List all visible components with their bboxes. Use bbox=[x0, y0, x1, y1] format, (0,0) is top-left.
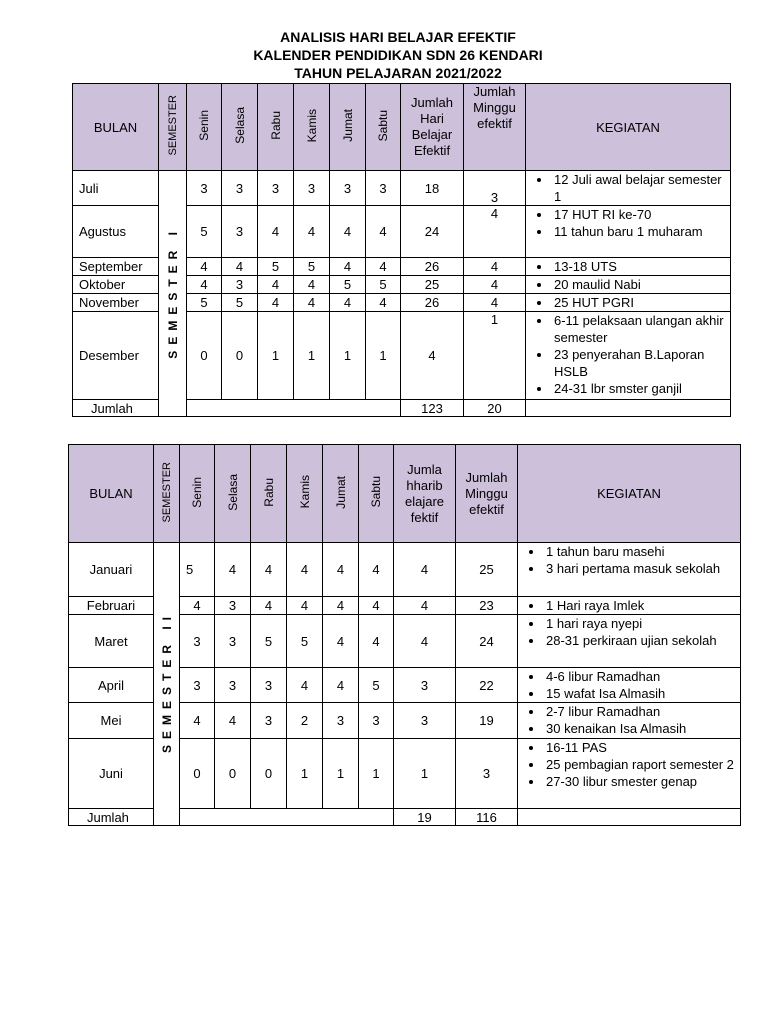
cell-day: 4 bbox=[330, 294, 366, 312]
total-jumlah-minggu: 20 bbox=[464, 400, 526, 417]
list-item: • 4-6 libur Ramadhan bbox=[544, 668, 740, 685]
list-item: • 30 kenaikan Isa Almasih bbox=[544, 720, 740, 737]
cell-kegiatan bbox=[518, 703, 741, 739]
cell-day: 4 bbox=[215, 543, 251, 597]
cell-day: 4 bbox=[359, 597, 394, 615]
header-rabu: Rabu bbox=[258, 84, 294, 171]
cell-bulan: September bbox=[73, 258, 159, 276]
cell-day: 5 bbox=[187, 294, 222, 312]
header-kegiatan: KEGIATAN bbox=[518, 445, 741, 543]
total-jumlah-minggu: 116 bbox=[456, 809, 518, 826]
cell-kegiatan bbox=[518, 668, 741, 703]
cell-day: 3 bbox=[251, 703, 287, 739]
list-item: • 27-30 libur smester genap bbox=[544, 773, 740, 790]
cell-day: 5 bbox=[287, 615, 323, 668]
cell-kegiatan bbox=[518, 543, 741, 597]
cell-jumlah-minggu: 1 bbox=[464, 312, 526, 400]
cell-bulan: Oktober bbox=[73, 276, 159, 294]
list-item: • 23 penyerahan B.Laporan HSLB bbox=[552, 346, 730, 380]
semester-2-table bbox=[68, 444, 741, 826]
cell-kegiatan bbox=[518, 739, 741, 809]
cell-day: 3 bbox=[215, 615, 251, 668]
cell-day: 4 bbox=[180, 703, 215, 739]
cell-day: 5 bbox=[187, 206, 222, 258]
cell-day: 5 bbox=[258, 258, 294, 276]
cell-day: 4 bbox=[287, 668, 323, 703]
header-jumlah-hari: Jumla hharib elajare fektif bbox=[394, 445, 456, 543]
header-bulan: BULAN bbox=[69, 445, 154, 543]
cell-day: 4 bbox=[215, 703, 251, 739]
list-item: • 17 HUT RI ke-70 bbox=[552, 206, 730, 223]
cell-bulan: Januari bbox=[69, 543, 154, 597]
cell-day: 1 bbox=[287, 739, 323, 809]
list-item: • 28-31 perkiraan ujian sekolah bbox=[544, 632, 740, 649]
table-header-row bbox=[73, 84, 731, 171]
header-semester: SEMESTER bbox=[159, 84, 187, 171]
cell-day: 4 bbox=[187, 258, 222, 276]
cell-day: 3 bbox=[258, 171, 294, 206]
semester-label: SEMESTER II bbox=[154, 543, 180, 826]
table-row bbox=[69, 543, 741, 597]
doc-title-line-1: ANALISIS HARI BELAJAR EFEKTIF bbox=[280, 29, 516, 45]
list-item: • 1 hari raya nyepi bbox=[544, 615, 740, 632]
total-label: Jumlah bbox=[73, 400, 159, 417]
cell-day: 5 bbox=[180, 543, 215, 597]
cell-kegiatan bbox=[526, 294, 731, 312]
list-item: • 6-11 pelaksaan ulangan akhir semester bbox=[552, 312, 730, 346]
header-senin: Senin bbox=[180, 445, 215, 543]
cell-day: 0 bbox=[215, 739, 251, 809]
cell-day: 0 bbox=[251, 739, 287, 809]
cell-day: 3 bbox=[251, 668, 287, 703]
cell-jumlah-minggu: 23 bbox=[456, 597, 518, 615]
cell-day: 0 bbox=[187, 312, 222, 400]
header-jumlah-minggu: Jumlah Minggu efektif bbox=[464, 84, 526, 171]
cell-jumlah-hari: 4 bbox=[394, 615, 456, 668]
cell-bulan: Desember bbox=[73, 312, 159, 400]
header-kamis: Kamis bbox=[287, 445, 323, 543]
total-kegiatan-empty bbox=[526, 400, 731, 417]
cell-day: 4 bbox=[251, 543, 287, 597]
table-row bbox=[73, 171, 731, 206]
cell-jumlah-hari: 25 bbox=[401, 276, 464, 294]
cell-day: 4 bbox=[366, 294, 401, 312]
header-selasa: Selasa bbox=[215, 445, 251, 543]
cell-day: 4 bbox=[258, 206, 294, 258]
list-item: • 11 tahun baru 1 muharam bbox=[552, 223, 730, 240]
cell-day: 0 bbox=[222, 312, 258, 400]
header-sabtu: Sabtu bbox=[366, 84, 401, 171]
cell-kegiatan bbox=[526, 258, 731, 276]
header-jumlah-minggu: Jumlah Minggu efektif bbox=[456, 445, 518, 543]
cell-day: 5 bbox=[359, 668, 394, 703]
cell-jumlah-minggu: 4 bbox=[464, 206, 526, 258]
cell-jumlah-minggu: 3 bbox=[464, 171, 526, 206]
header-jumlah-hari: Jumlah Hari Belajar Efektif bbox=[401, 84, 464, 171]
table-header-row bbox=[69, 445, 741, 543]
cell-bulan: November bbox=[73, 294, 159, 312]
cell-kegiatan bbox=[526, 171, 731, 206]
cell-day: 3 bbox=[222, 276, 258, 294]
cell-day: 4 bbox=[359, 615, 394, 668]
cell-bulan: Agustus bbox=[73, 206, 159, 258]
cell-day: 4 bbox=[359, 543, 394, 597]
cell-day: 4 bbox=[366, 258, 401, 276]
cell-day: 4 bbox=[287, 597, 323, 615]
cell-jumlah-minggu: 22 bbox=[456, 668, 518, 703]
total-empty bbox=[180, 809, 394, 826]
cell-bulan: Mei bbox=[69, 703, 154, 739]
list-item: • 15 wafat Isa Almasih bbox=[544, 685, 740, 702]
cell-jumlah-minggu: 19 bbox=[456, 703, 518, 739]
cell-jumlah-minggu: 24 bbox=[456, 615, 518, 668]
cell-day: 1 bbox=[366, 312, 401, 400]
cell-day: 4 bbox=[323, 615, 359, 668]
cell-day: 3 bbox=[187, 171, 222, 206]
cell-day: 5 bbox=[366, 276, 401, 294]
cell-jumlah-hari: 4 bbox=[401, 312, 464, 400]
cell-day: 3 bbox=[359, 703, 394, 739]
cell-kegiatan bbox=[518, 615, 741, 668]
cell-day: 1 bbox=[330, 312, 366, 400]
cell-bulan: April bbox=[69, 668, 154, 703]
cell-day: 4 bbox=[366, 206, 401, 258]
cell-bulan: Juni bbox=[69, 739, 154, 809]
cell-day: 3 bbox=[330, 171, 366, 206]
list-item: • 16-11 PAS bbox=[544, 739, 740, 756]
list-item: • 1 tahun baru masehi bbox=[544, 543, 740, 560]
header-rabu: Rabu bbox=[251, 445, 287, 543]
semester-label: SEMESTER I bbox=[159, 171, 187, 417]
cell-jumlah-hari: 26 bbox=[401, 294, 464, 312]
total-kegiatan-empty bbox=[518, 809, 741, 826]
cell-day: 4 bbox=[323, 668, 359, 703]
header-jumat: Jumat bbox=[323, 445, 359, 543]
cell-jumlah-hari: 26 bbox=[401, 258, 464, 276]
cell-day: 3 bbox=[180, 615, 215, 668]
cell-day: 4 bbox=[258, 276, 294, 294]
list-item: • 2-7 libur Ramadhan bbox=[544, 703, 740, 720]
header-jumat: Jumat bbox=[330, 84, 366, 171]
cell-day: 4 bbox=[294, 206, 330, 258]
list-item: • 24-31 lbr smster ganjil bbox=[552, 380, 730, 397]
cell-jumlah-hari: 18 bbox=[401, 171, 464, 206]
total-jumlah-hari: 19 bbox=[394, 809, 456, 826]
header-selasa: Selasa bbox=[222, 84, 258, 171]
cell-kegiatan bbox=[526, 312, 731, 400]
cell-day: 1 bbox=[258, 312, 294, 400]
cell-kegiatan bbox=[526, 276, 731, 294]
cell-day: 4 bbox=[294, 276, 330, 294]
list-item: • 25 pembagian raport semester 2 bbox=[544, 756, 740, 773]
header-kegiatan: KEGIATAN bbox=[526, 84, 731, 171]
header-senin: Senin bbox=[187, 84, 222, 171]
cell-day: 4 bbox=[323, 597, 359, 615]
cell-day: 5 bbox=[294, 258, 330, 276]
cell-day: 1 bbox=[323, 739, 359, 809]
header-sabtu: Sabtu bbox=[359, 445, 394, 543]
cell-day: 3 bbox=[294, 171, 330, 206]
cell-jumlah-hari: 4 bbox=[394, 543, 456, 597]
cell-day: 5 bbox=[251, 615, 287, 668]
cell-day: 1 bbox=[359, 739, 394, 809]
cell-day: 4 bbox=[180, 597, 215, 615]
cell-day: 3 bbox=[180, 668, 215, 703]
list-item: • 1 Hari raya Imlek bbox=[544, 597, 740, 614]
cell-day: 4 bbox=[330, 258, 366, 276]
total-empty bbox=[187, 400, 401, 417]
cell-jumlah-minggu: 4 bbox=[464, 258, 526, 276]
cell-day: 4 bbox=[222, 258, 258, 276]
list-item: • 13-18 UTS bbox=[552, 258, 730, 275]
cell-day: 5 bbox=[330, 276, 366, 294]
cell-jumlah-hari: 1 bbox=[394, 739, 456, 809]
header-bulan: BULAN bbox=[73, 84, 159, 171]
cell-day: 4 bbox=[294, 294, 330, 312]
cell-day: 3 bbox=[222, 171, 258, 206]
cell-day: 2 bbox=[287, 703, 323, 739]
cell-day: 4 bbox=[330, 206, 366, 258]
cell-day: 1 bbox=[294, 312, 330, 400]
cell-day: 3 bbox=[215, 597, 251, 615]
cell-jumlah-minggu: 4 bbox=[464, 294, 526, 312]
cell-day: 4 bbox=[187, 276, 222, 294]
cell-day: 3 bbox=[323, 703, 359, 739]
cell-day: 0 bbox=[180, 739, 215, 809]
cell-jumlah-minggu: 3 bbox=[456, 739, 518, 809]
total-jumlah-hari: 123 bbox=[401, 400, 464, 417]
list-item: • 25 HUT PGRI bbox=[552, 294, 730, 311]
cell-day: 3 bbox=[222, 206, 258, 258]
cell-kegiatan bbox=[518, 597, 741, 615]
cell-day: 3 bbox=[215, 668, 251, 703]
total-label: Jumlah bbox=[69, 809, 154, 826]
cell-jumlah-hari: 3 bbox=[394, 668, 456, 703]
list-item: • 3 hari pertama masuk sekolah bbox=[544, 560, 740, 577]
doc-title-line-2: KALENDER PENDIDIKAN SDN 26 KENDARI bbox=[253, 47, 543, 63]
cell-jumlah-hari: 3 bbox=[394, 703, 456, 739]
cell-bulan: Februari bbox=[69, 597, 154, 615]
cell-day: 4 bbox=[323, 543, 359, 597]
cell-jumlah-hari: 24 bbox=[401, 206, 464, 258]
doc-title-line-3: TAHUN PELAJARAN 2021/2022 bbox=[294, 65, 502, 81]
header-kamis: Kamis bbox=[294, 84, 330, 171]
cell-day: 4 bbox=[251, 597, 287, 615]
cell-jumlah-minggu: 4 bbox=[464, 276, 526, 294]
list-item: • 20 maulid Nabi bbox=[552, 276, 730, 293]
cell-kegiatan bbox=[526, 206, 731, 258]
semester-1-table bbox=[72, 83, 731, 417]
header-semester: SEMESTER bbox=[154, 445, 180, 543]
list-item: • 12 Juli awal belajar semester 1 bbox=[552, 171, 730, 205]
cell-bulan: Juli bbox=[73, 171, 159, 206]
cell-bulan: Maret bbox=[69, 615, 154, 668]
cell-jumlah-minggu: 25 bbox=[456, 543, 518, 597]
cell-day: 3 bbox=[366, 171, 401, 206]
cell-day: 5 bbox=[222, 294, 258, 312]
cell-jumlah-hari: 4 bbox=[394, 597, 456, 615]
cell-day: 4 bbox=[287, 543, 323, 597]
cell-day: 4 bbox=[258, 294, 294, 312]
